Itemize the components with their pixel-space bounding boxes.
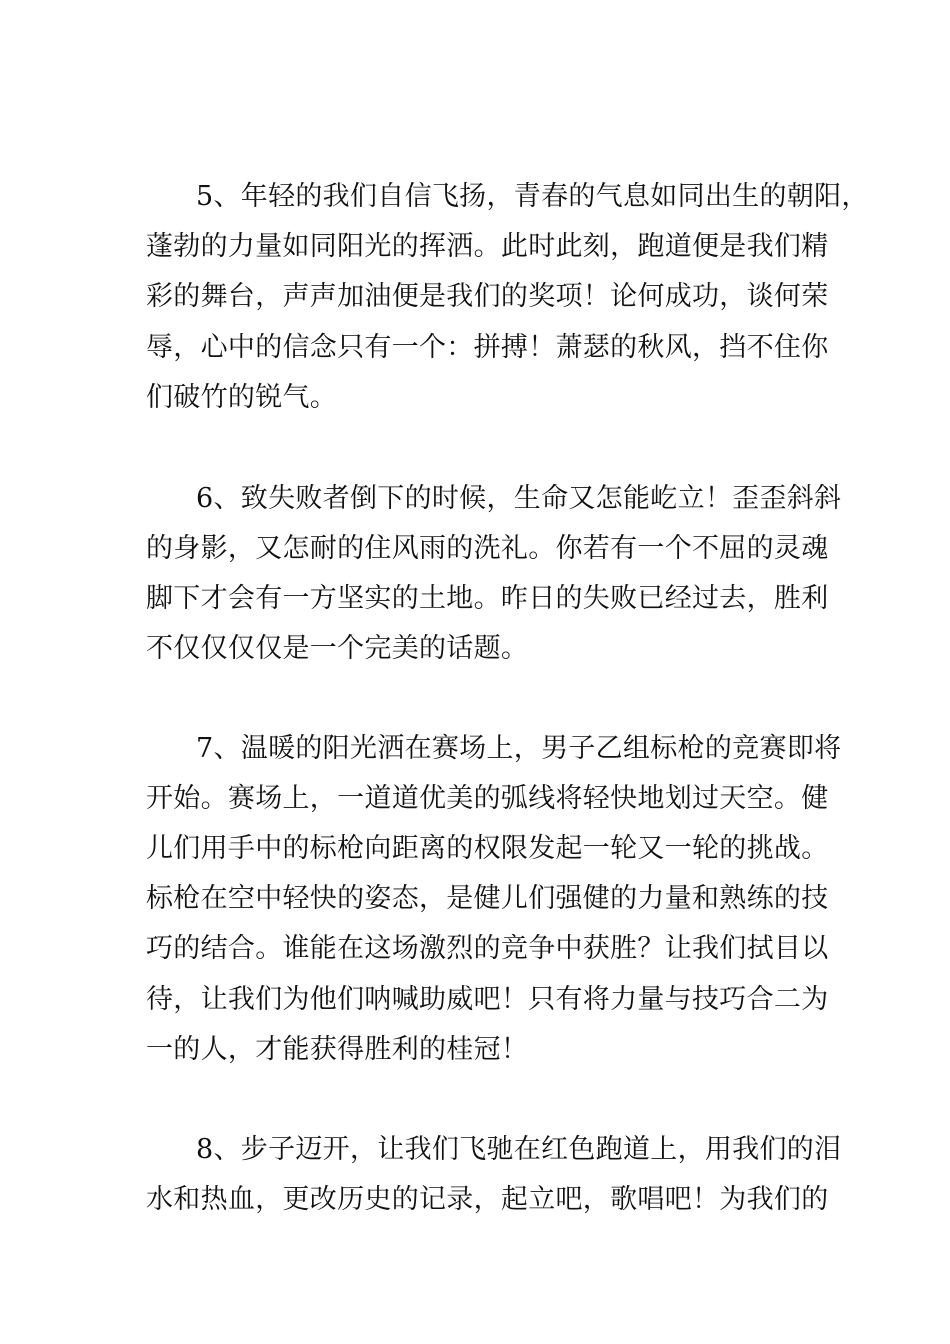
paragraph-line: 的身影，又怎耐的住风雨的洗礼。你若有一个不屈的灵魂 xyxy=(146,533,829,564)
paragraph-line: 6、致失败者倒下的时候，生命又怎能屹立！歪歪斜斜 xyxy=(196,483,842,514)
paragraph-line: 不仅仅仅仅是一个完美的话题。 xyxy=(146,633,529,664)
paragraph-line: 儿们用手中的标枪向距离的权限发起一轮又一轮的挑战。 xyxy=(146,833,829,864)
paragraph-line: 们破竹的锐气。 xyxy=(146,382,338,413)
paragraph-line: 巧的结合。谁能在这场激烈的竞争中获胜？让我们拭目以 xyxy=(146,933,829,964)
paragraph-line: 蓬勃的力量如同阳光的挥洒。此时此刻，跑道便是我们精 xyxy=(146,231,829,262)
paragraph-line: 开始。赛场上，一道道优美的弧线将轻快地划过天空。健 xyxy=(146,783,829,814)
paragraph-line: 彩的舞台，声声加油便是我们的奖项！论何成功，谈何荣 xyxy=(146,281,829,312)
paragraph-line: 辱，心中的信念只有一个：拼搏！萧瑟的秋风，挡不住你 xyxy=(146,332,829,363)
paragraph-line: 5、年轻的我们自信飞扬，青春的气息如同出生的朝阳， xyxy=(196,181,869,212)
paragraph-line: 7、温暖的阳光洒在赛场上，男子乙组标枪的竞赛即将 xyxy=(196,733,842,764)
paragraph-line: 8、步子迈开，让我们飞驰在红色跑道上，用我们的泪 xyxy=(196,1134,842,1165)
paragraph-line: 待，让我们为他们呐喊助威吧！只有将力量与技巧合二为 xyxy=(146,984,829,1015)
paragraph-line: 脚下才会有一方坚实的土地。昨日的失败已经过去，胜利 xyxy=(146,583,829,614)
paragraph-line: 标枪在空中轻快的姿态，是健儿们强健的力量和熟练的技 xyxy=(146,883,829,914)
paragraph-line: 一的人，才能获得胜利的桂冠！ xyxy=(146,1034,529,1065)
paragraph-line: 水和热血，更改历史的记录，起立吧，歌唱吧！为我们的 xyxy=(146,1184,829,1215)
